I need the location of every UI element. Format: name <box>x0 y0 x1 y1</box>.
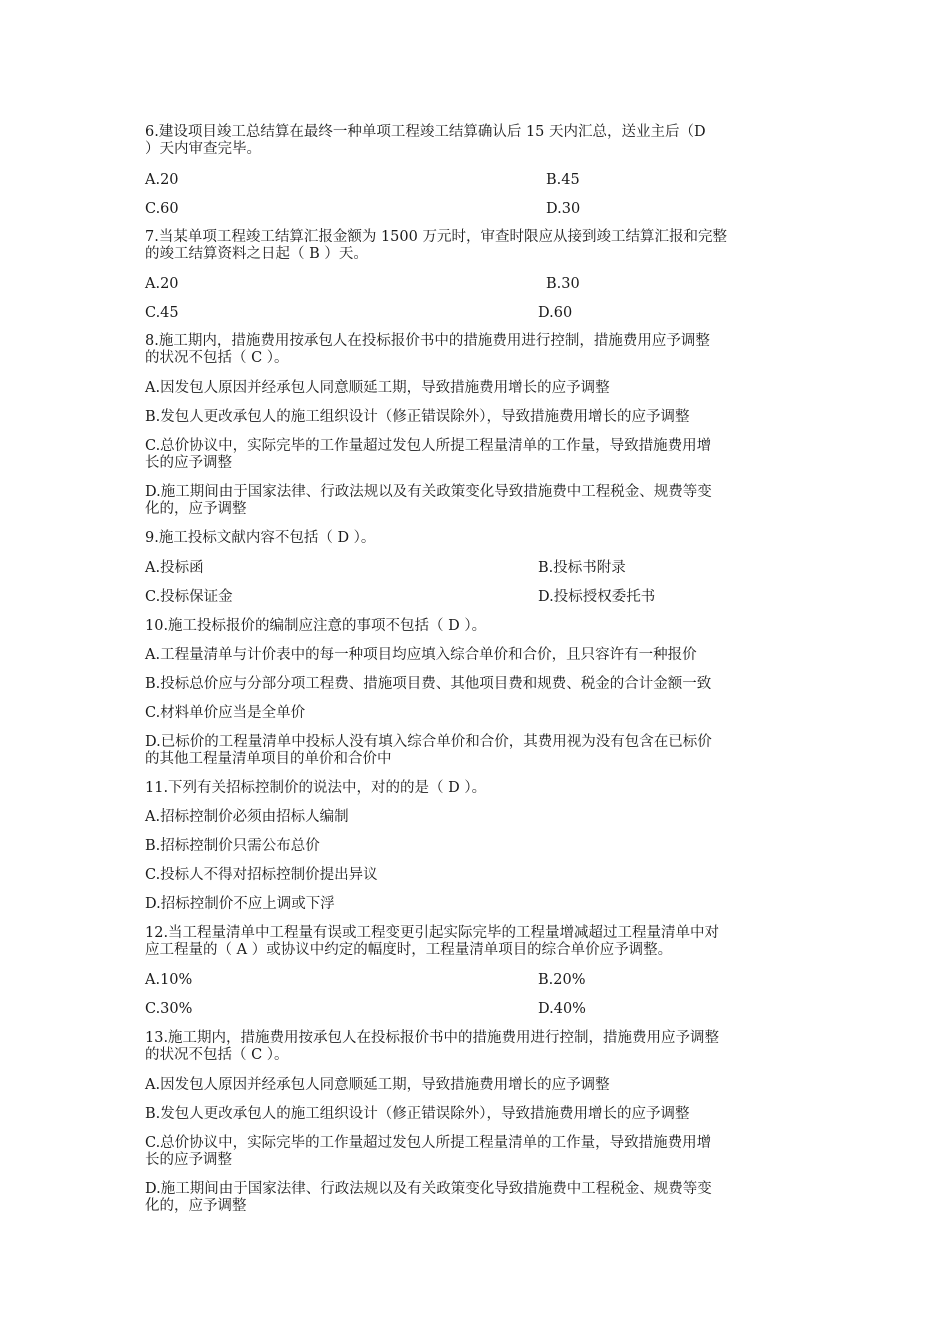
question-12-option-d: D.40% <box>538 1001 586 1017</box>
question-11-option-d: D.招标控制价不应上调或下浮 <box>145 896 335 912</box>
question-11-option-c: C.投标人不得对招标控制价提出异议 <box>145 867 378 883</box>
question-6-option-c: C.60 <box>145 201 179 217</box>
question-11-option-a: A.招标控制价必须由招标人编制 <box>145 809 349 825</box>
question-7-stem-line-2: 的竣工结算资料之日起（ B ）天。 <box>145 246 368 262</box>
question-12-option-a: A.10% <box>145 972 193 988</box>
question-6-option-d: D.30 <box>546 201 581 217</box>
question-8-option-b: B.发包人更改承包人的施工组织设计（修正错误除外），导致措施费用增长的应予调整 <box>145 409 690 425</box>
question-6-option-a: A.20 <box>145 172 179 188</box>
question-10-option-c: C.材料单价应当是全单价 <box>145 705 306 721</box>
question-13-stem-line-1: 13.施工期内，措施费用按承包人在投标报价书中的措施费用进行控制，措施费用应予调整 <box>145 1030 720 1046</box>
question-13-option-b: B.发包人更改承包人的施工组织设计（修正错误除外），导致措施费用增长的应予调整 <box>145 1106 690 1122</box>
question-9-option-d: D.投标授权委托书 <box>538 589 656 605</box>
question-10-option-a: A.工程量清单与计价表中的每一种项目均应填入综合单价和合价，且只容许有一种报价 <box>145 647 697 663</box>
question-7-option-d: D.60 <box>538 305 573 321</box>
question-7-stem-line-1: 7.当某单项工程竣工结算汇报金额为 1500 万元时，审查时限应从接到竣工结算汇报和完整 <box>145 229 727 245</box>
question-7-option-c: C.45 <box>145 305 179 321</box>
question-9-option-c: C.投标保证金 <box>145 589 233 605</box>
question-8-option-d: D.施工期间由于国家法律、行政法规以及有关政策变化导致措施费中工程税金、规费等变 化的，应予调整 <box>145 484 712 517</box>
question-13-option-d: D.施工期间由于国家法律、行政法规以及有关政策变化导致措施费中工程税金、规费等变 化的，应予调整 <box>145 1181 712 1214</box>
question-8-option-c: C.总价协议中，实际完毕的工作量超过发包人所提工程量清单的工作量，导致措施费用增 长的应予调整 <box>145 438 712 471</box>
question-6-stem-line-2: ）天内审查完毕。 <box>145 141 261 157</box>
question-10-option-d: D.已标价的工程量清单中投标人没有填入综合单价和合价，其费用视为没有包含在已标价 的其他工程量清单项目的单价和合价中 <box>145 734 712 767</box>
question-13-stem-line-2: 的状况不包括（ C ）。 <box>145 1047 289 1063</box>
question-8-stem-line-1: 8.施工期内，措施费用按承包人在投标报价书中的措施费用进行控制，措施费用应予调整 <box>145 333 710 349</box>
question-12-stem-line-1: 12.当工程量清单中工程量有误或工程变更引起实际完毕的工程量增减超过工程量清单中对 <box>145 925 720 941</box>
question-9-stem: 9.施工投标文献内容不包括（ D ）。 <box>145 530 376 546</box>
question-10-option-b: B.投标总价应与分部分项工程费、措施项目费、其他项目费和规费、税金的合计金额一致 <box>145 676 712 692</box>
question-12-stem-line-2: 应工程量的（ A ）或协议中约定的幅度时，工程量清单项目的综合单价应予调整。 <box>145 942 673 958</box>
question-11-option-b: B.招标控制价只需公布总价 <box>145 838 320 854</box>
question-7-option-a: A.20 <box>145 276 179 292</box>
question-8-option-a: A.因发包人原因并经承包人同意顺延工期，导致措施费用增长的应予调整 <box>145 380 610 396</box>
question-9-option-a: A.投标函 <box>145 560 204 576</box>
question-7-option-b: B.30 <box>546 276 580 292</box>
question-6-stem-line-1: 6.建设项目竣工总结算在最终一种单项工程竣工结算确认后 15 天内汇总，送业主后（D <box>145 124 706 140</box>
question-6-option-b: B.45 <box>546 172 580 188</box>
question-10-stem: 10.施工投标报价的编制应注意的事项不包括（ D ）。 <box>145 618 487 634</box>
question-13-option-c: C.总价协议中，实际完毕的工作量超过发包人所提工程量清单的工作量，导致措施费用增 长的应予调整 <box>145 1135 712 1168</box>
question-9-option-b: B.投标书附录 <box>538 560 626 576</box>
question-13-option-a: A.因发包人原因并经承包人同意顺延工期，导致措施费用增长的应予调整 <box>145 1077 610 1093</box>
question-12-option-c: C.30% <box>145 1001 193 1017</box>
question-8-stem-line-2: 的状况不包括（ C ）。 <box>145 350 289 366</box>
question-12-option-b: B.20% <box>538 972 586 988</box>
question-11-stem: 11.下列有关招标控制价的说法中，对的的是（ D ）。 <box>145 780 487 796</box>
